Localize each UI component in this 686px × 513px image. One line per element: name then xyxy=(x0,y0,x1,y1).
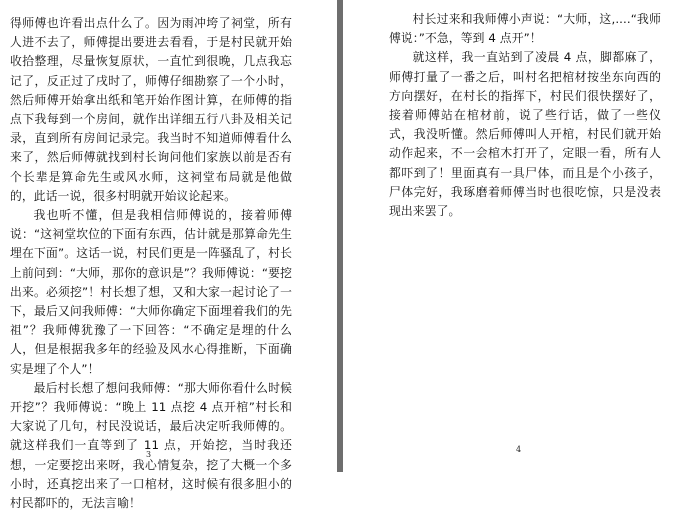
page-number: 4 xyxy=(516,445,522,454)
right-page-body xyxy=(389,10,661,221)
paragraph: 得师傅也许看出点什么了。因为雨冲垮了祠堂，所有人进不去了，师傅提出要进去看看，于是村民就开始收拾整理，尽量恢复原状，一直忙到很晚，几点我忘记了，反正过了戌时了，师傅仔细勘察了一个小时，然后师傅开始拿出纸和笔开始作图计算，在师傅的指点下我每到一个房间，就作出详细五行八卦及相关记录，直到所有房间记录完。我当时不知道师傅看什么来了，然后师傅就找到村长询问他们家族以前是否有个长辈是算命先生或风水师，这祠堂布局就是他做的，此话一说，很多村明就开始议论起来。 xyxy=(10,16,292,203)
left-page-body xyxy=(10,14,292,513)
right-page xyxy=(343,0,686,472)
paragraph: 就这样，我一直站到了凌晨 4 点，脚都麻了，师傅打量了一番之后，叫村名把棺材按坐东向西的方向摆好，在村长的指挥下，村民们很快摆好了，接着师傅站在棺材前，说了些行话，做了一些仪式，我没听懂。然后师傅叫人开棺，村民们就开始动作起来，不一会棺木打开了，定眼一看，所有人都吓到了！里面真有一具尸体，而且是个小孩子，尸体完好，我琢磨着师傅当时也很吃惊，只是没表现出来罢了。 xyxy=(389,50,661,219)
left-page xyxy=(0,0,337,511)
paragraph: 最后村长想了想问我师傅：“那大师你看什么时候开挖”？我师傅说：“晚上 11 点挖 4 点开棺”村长和大家说了几句，村民没说话，最后决定听我师傅的。就这样我们一直等到了 11 点，开始挖，当时我还想，一定要挖出来呀，我心情复杂，挖了大概一个多小时，还真挖出来了一口棺材，这时候有很多胆小的村民都吓的，无法言喻！ xyxy=(10,380,292,511)
paragraph: 我也听不懂，但是我相信师傅说的，接着师傅说：“这祠堂坎位的下面有东西，估计就是那算命先生埋在下面”。这话一说，村民们更是一阵骚乱了，村长上前问到：“大师，那你的意识是”？我师傅说：“要挖出来。必须挖”！村长想了想，又和大家一起讨论了一下，最后又问我师傅：“大师你确定下面埋着我们的先祖”？我师傅犹豫了一下回答：“不确定是埋的什么人，但是根据我多年的经验及风水心得推断，下面确实是埋了个人”！ xyxy=(10,208,292,376)
paragraph: 村长过来和我师傅小声说：“大师，这,....“我师傅说：”不急，等到 4 点开”！ xyxy=(389,12,661,46)
page-number: 3 xyxy=(146,450,152,459)
